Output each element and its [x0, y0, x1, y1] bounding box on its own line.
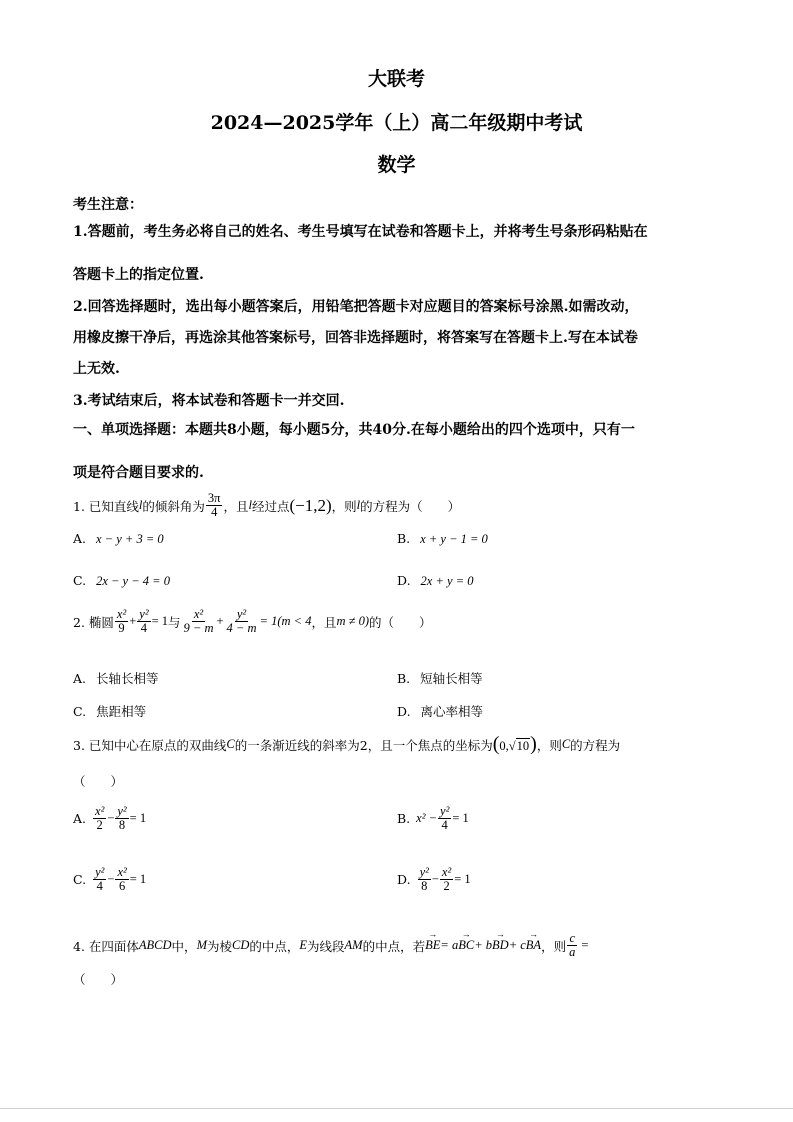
- q2-option-c: C. 焦距相等: [73, 704, 147, 719]
- q3-prefix: 3. 已知中心在原点的双曲线: [73, 737, 227, 753]
- section-heading-1: 一、单项选择题：本题共8小题，每小题5分，共40分.在每小题给出的四个选项中，只有一: [73, 422, 635, 438]
- q3-text-3: 的方程为: [570, 737, 621, 753]
- q2-option-a: A. 长轴长相等: [73, 671, 159, 686]
- notice-line-2: 答题卡上的指定位置.: [73, 267, 204, 283]
- q2-option-d: D. 离心率相等: [397, 704, 484, 719]
- exam-label: 大联考: [367, 68, 425, 90]
- q1-point: (−1,2): [289, 495, 332, 515]
- q1-var-l: l: [138, 498, 143, 513]
- q2-option-b: B. 短轴长相等: [397, 671, 483, 686]
- q2-eq-2: = 1(m < 4: [259, 614, 312, 629]
- subject-title: 数学: [377, 154, 416, 176]
- section-heading-2: 项是符合题目要求的.: [73, 465, 204, 481]
- q2-eq-1: = 1: [151, 614, 168, 629]
- q3-option-d: D. $\frac{\text{y²}}{8}$ − $\frac{\text{x²}}{2}$ = 1: [397, 865, 471, 894]
- question-2: 2. 椭圆 $\frac{\text{x²}}{9}$ + $\frac{\text{y²}}{4}$ = 1 与 $\frac{\text{x²}}{9 - m}$ + $\frac{\text{y²}}{4 - m}$ = 1(m < 4 ，且 m ≠ 0) 的（ ）: [73, 607, 432, 636]
- q4-fraction: $\frac{c}{a}$: [569, 931, 576, 960]
- q2-prefix: 2. 椭圆: [73, 614, 114, 630]
- q2-text-1: ，且: [311, 614, 337, 630]
- q4-vector-be: → BE: [425, 938, 440, 953]
- q3-paren: （ ）: [73, 774, 124, 789]
- q3-option-c: C. $\frac{\text{y²}}{4}$ − $\frac{\text{x²}}{6}$ = 1: [73, 865, 147, 894]
- q1-var-l-2: l: [248, 498, 252, 513]
- question-3: [73, 733, 620, 756]
- q1-text-4: ，则: [331, 498, 357, 514]
- q3-var-c: C: [226, 737, 235, 751]
- notice-line-5: 上无效.: [73, 361, 120, 377]
- q2-frac-4: $\frac{\text{y²}}{4 - m}$: [226, 607, 257, 636]
- q1-option-a: A. x − y + 3 = 0: [73, 531, 164, 546]
- notice-line-6: 3.考试结束后，将本试卷和答题卡一并交回.: [73, 393, 345, 409]
- q1-angle-fraction: $\frac{3\pi}{4}$: [207, 491, 221, 520]
- page-bottom-divider: [0, 1108, 793, 1109]
- q2-frac-3: $\frac{\text{x²}}{9 - m}$: [183, 607, 214, 636]
- q2-frac-2: $\frac{\text{y²}}{4}$: [139, 607, 149, 636]
- notice-line-3: 2.回答选择题时，选出每小题答案后，用铅笔把答题卡对应题目的答案标号涂黑.如需改动，: [73, 299, 639, 315]
- exam-title: 2024—2025学年（上）高二年级期中考试: [210, 112, 583, 134]
- q1-option-c: C. 2x − y − 4 = 0: [73, 573, 170, 588]
- q2-frac-1: $\frac{\text{x²}}{9}$: [116, 607, 127, 636]
- q1-text-2: ，且: [223, 498, 249, 514]
- q1-text-3: 经过点: [251, 498, 290, 514]
- q1-prefix: 1. 已知直线: [73, 498, 139, 514]
- q4-vector-bd: → BD: [492, 938, 509, 953]
- q4-paren: （ ）: [73, 972, 124, 987]
- q3-text-1: 的一条渐近线的斜率为2，且一个焦点的坐标为: [234, 737, 493, 753]
- q1-text-1: 的倾斜角为: [142, 498, 205, 514]
- q1-option-b: B. x + y − 1 = 0: [397, 531, 488, 546]
- q1-option-d: D. 2x + y = 0: [397, 573, 474, 588]
- q4-vector-bc: → BC: [458, 938, 474, 953]
- notice-line-4: 用橡皮擦干净后，再选涂其他答案标号，回答非选择题时，将答案写在答题卡上.写在本试卷: [73, 330, 638, 346]
- question-4: 4. 在四面体 ABCD 中， M 为棱 CD 的中点， E 为线段 AM 的中点，若 → BE = a → BC + b → BD + c → BA ，则 $\frac{c}{a}$ =: [73, 932, 588, 959]
- q4-vector-ba: → BA: [526, 938, 541, 953]
- notice-line-1: 1.答题前，考生务必将自己的姓名、考生号填写在试卷和答题卡上，并将考生号条形码粘贴在: [73, 224, 648, 240]
- q4-prefix: 4. 在四面体: [73, 938, 139, 954]
- q2-cond: m ≠ 0): [336, 614, 370, 629]
- q3-option-a: A. $\frac{\text{x²}}{2}$ − $\frac{\text{y²}}{8}$ = 1: [73, 804, 147, 833]
- notice-heading: 考生注意：: [73, 197, 143, 213]
- q1-text-5: 的方程为（ ）: [360, 498, 461, 514]
- q2-text-2: 的（ ）: [369, 614, 432, 630]
- q3-text-2: ，则: [536, 737, 562, 753]
- q3-focus: (0,√10): [492, 733, 537, 755]
- q2-mid: 与: [168, 614, 181, 630]
- question-1: [73, 492, 460, 519]
- q1-var-l-3: l: [356, 498, 361, 513]
- q3-option-b: B. x² − $\frac{\text{y²}}{4}$ = 1: [397, 804, 469, 833]
- q3-var-c-2: C: [561, 737, 571, 751]
